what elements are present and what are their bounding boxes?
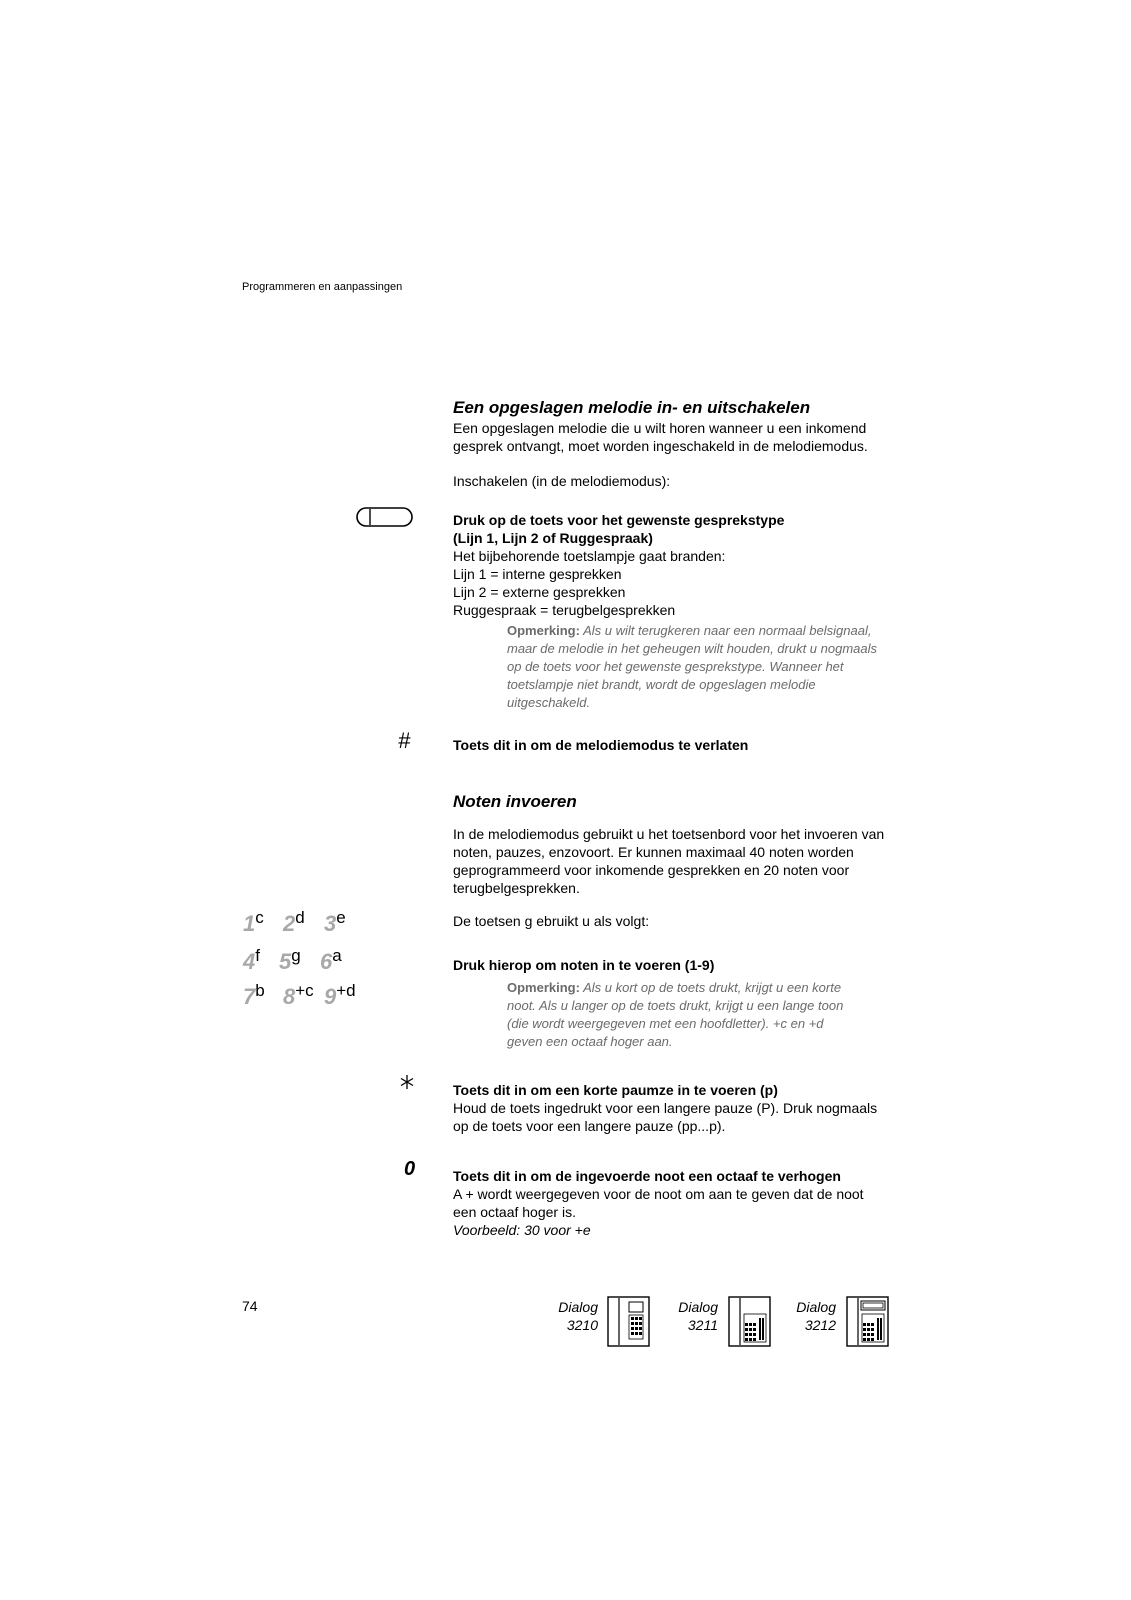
keypad-key: 6a: [320, 946, 342, 974]
step-line: Houd de toets ingedrukt voor een langere pauze (P). Druk nogmaals: [453, 1100, 878, 1116]
enable-label: Inschakelen (in de melodiemodus):: [453, 473, 671, 489]
remark-line: noot. Als u langer op de toets drukt, krijgt u een lange toon: [507, 998, 844, 1013]
step-hash-text: Toets dit in om de melodiemodus te verlaten: [453, 737, 749, 753]
remark-line: uitgeschakeld.: [507, 695, 591, 710]
keypad-key: 5g: [279, 946, 301, 974]
intro-line: terugbelgesprekken.: [453, 880, 580, 896]
intro-line: Een opgeslagen melodie die u wilt horen wanneer u een inkomend: [453, 420, 867, 436]
step-title: Toets dit in om de ingevoerde noot een octaaf te verhogen: [453, 1168, 841, 1184]
section-title: Een opgeslagen melodie in- en uitschakelen: [453, 398, 811, 417]
remark-line: geven een octaaf hoger aan.: [507, 1034, 673, 1049]
section-intro: [453, 825, 923, 897]
model-label: Dialog 3211: [678, 1299, 718, 1333]
remark-lead: Opmerking:: [507, 980, 580, 995]
keypad-key: 1c: [243, 908, 264, 936]
remark: [507, 622, 917, 712]
model-label: Dialog 3210: [558, 1299, 598, 1333]
hash-key-icon: #: [398, 728, 411, 753]
star-key-icon: [400, 1075, 414, 1089]
section-title: Noten invoeren: [453, 792, 577, 811]
remark-line: maar de melodie in het geheugen wilt houden, drukt u nogmaals: [507, 641, 878, 656]
remark: [507, 979, 917, 1051]
keypad-key: 2d: [283, 908, 305, 936]
step-star: [453, 1081, 923, 1135]
example: Voorbeeld: 30 voor +e: [453, 1222, 591, 1238]
keypad-key: 8+c: [283, 981, 314, 1009]
section-header: Programmeren en aanpassingen: [242, 281, 403, 293]
phone-3210-icon: [607, 1296, 651, 1348]
intro-line: gesprek ontvangt, moet worden ingeschakeld in de melodiemodus.: [453, 438, 868, 454]
step-line: een octaaf hoger is.: [453, 1204, 576, 1220]
phone-3211-icon: [728, 1296, 772, 1348]
step-line: Het bijbehorende toetslampje gaat branden:: [453, 548, 726, 564]
intro-line: In de melodiemodus gebruikt u het toetsenbord voor het invoeren van: [453, 826, 885, 842]
intro-line: noten, pauzes, enzovoort. Er kunnen maximaal 40 noten worden: [453, 844, 854, 860]
keys-usage: De toetsen g ebruikt u als volgt:: [453, 913, 650, 929]
remark-line: Als u wilt terugkeren naar een normaal belsignaal,: [583, 623, 872, 638]
step-title: Druk op de toets voor het gewenste gesprekstype: [453, 512, 785, 528]
step-line: op de toets voor een langere pauze (pp...p).: [453, 1118, 726, 1134]
step-line: Ruggespraak = terugbelgesprekken: [453, 602, 676, 618]
step-zero: [453, 1167, 923, 1239]
remark-line: op de toets voor het gewenste gesprekstype. Wanneer het: [507, 659, 844, 674]
phone-3212-icon: [846, 1296, 890, 1348]
keypad-key: 4f: [243, 946, 260, 974]
keypad-row: [243, 981, 374, 1010]
page-number: 74: [242, 1298, 258, 1314]
step-title: Druk hierop om noten in te voeren (1-9): [453, 957, 715, 973]
step-title: Toets dit in om een korte paumze in te voeren (p): [453, 1082, 778, 1098]
remark-line: (die wordt weergegeven met een hoofdletter). +c en +d: [507, 1016, 824, 1031]
remark-line: Als u kort op de toets drukt, krijgt u een korte: [583, 980, 842, 995]
keypad-row: [243, 946, 370, 975]
section-intro: [453, 419, 913, 455]
remark-line: toetslampje niet brandt, wordt de opgeslagen melodie: [507, 677, 816, 692]
step-title: (Lijn 1, Lijn 2 of Ruggespraak): [453, 530, 653, 546]
keypad-row: [243, 908, 374, 937]
remark-lead: Opmerking:: [507, 623, 580, 638]
model-label: Dialog 3212: [796, 1299, 836, 1333]
step-line: Lijn 2 = externe gesprekken: [453, 584, 626, 600]
zero-key-icon: 0: [404, 1158, 416, 1180]
keypad-key: 9+d: [324, 981, 356, 1009]
step-line: A + wordt weergegeven voor de noot om aan te geven dat de noot: [453, 1186, 864, 1202]
keypad-key: 3e: [324, 908, 346, 936]
intro-line: geprogrammeerd voor inkomende gesprekken en 20 noten voor: [453, 862, 850, 878]
step-line-key: [453, 511, 923, 619]
step-line: Lijn 1 = interne gesprekken: [453, 566, 622, 582]
keypad-key: 7b: [243, 981, 265, 1009]
line-key-icon: [356, 507, 414, 529]
